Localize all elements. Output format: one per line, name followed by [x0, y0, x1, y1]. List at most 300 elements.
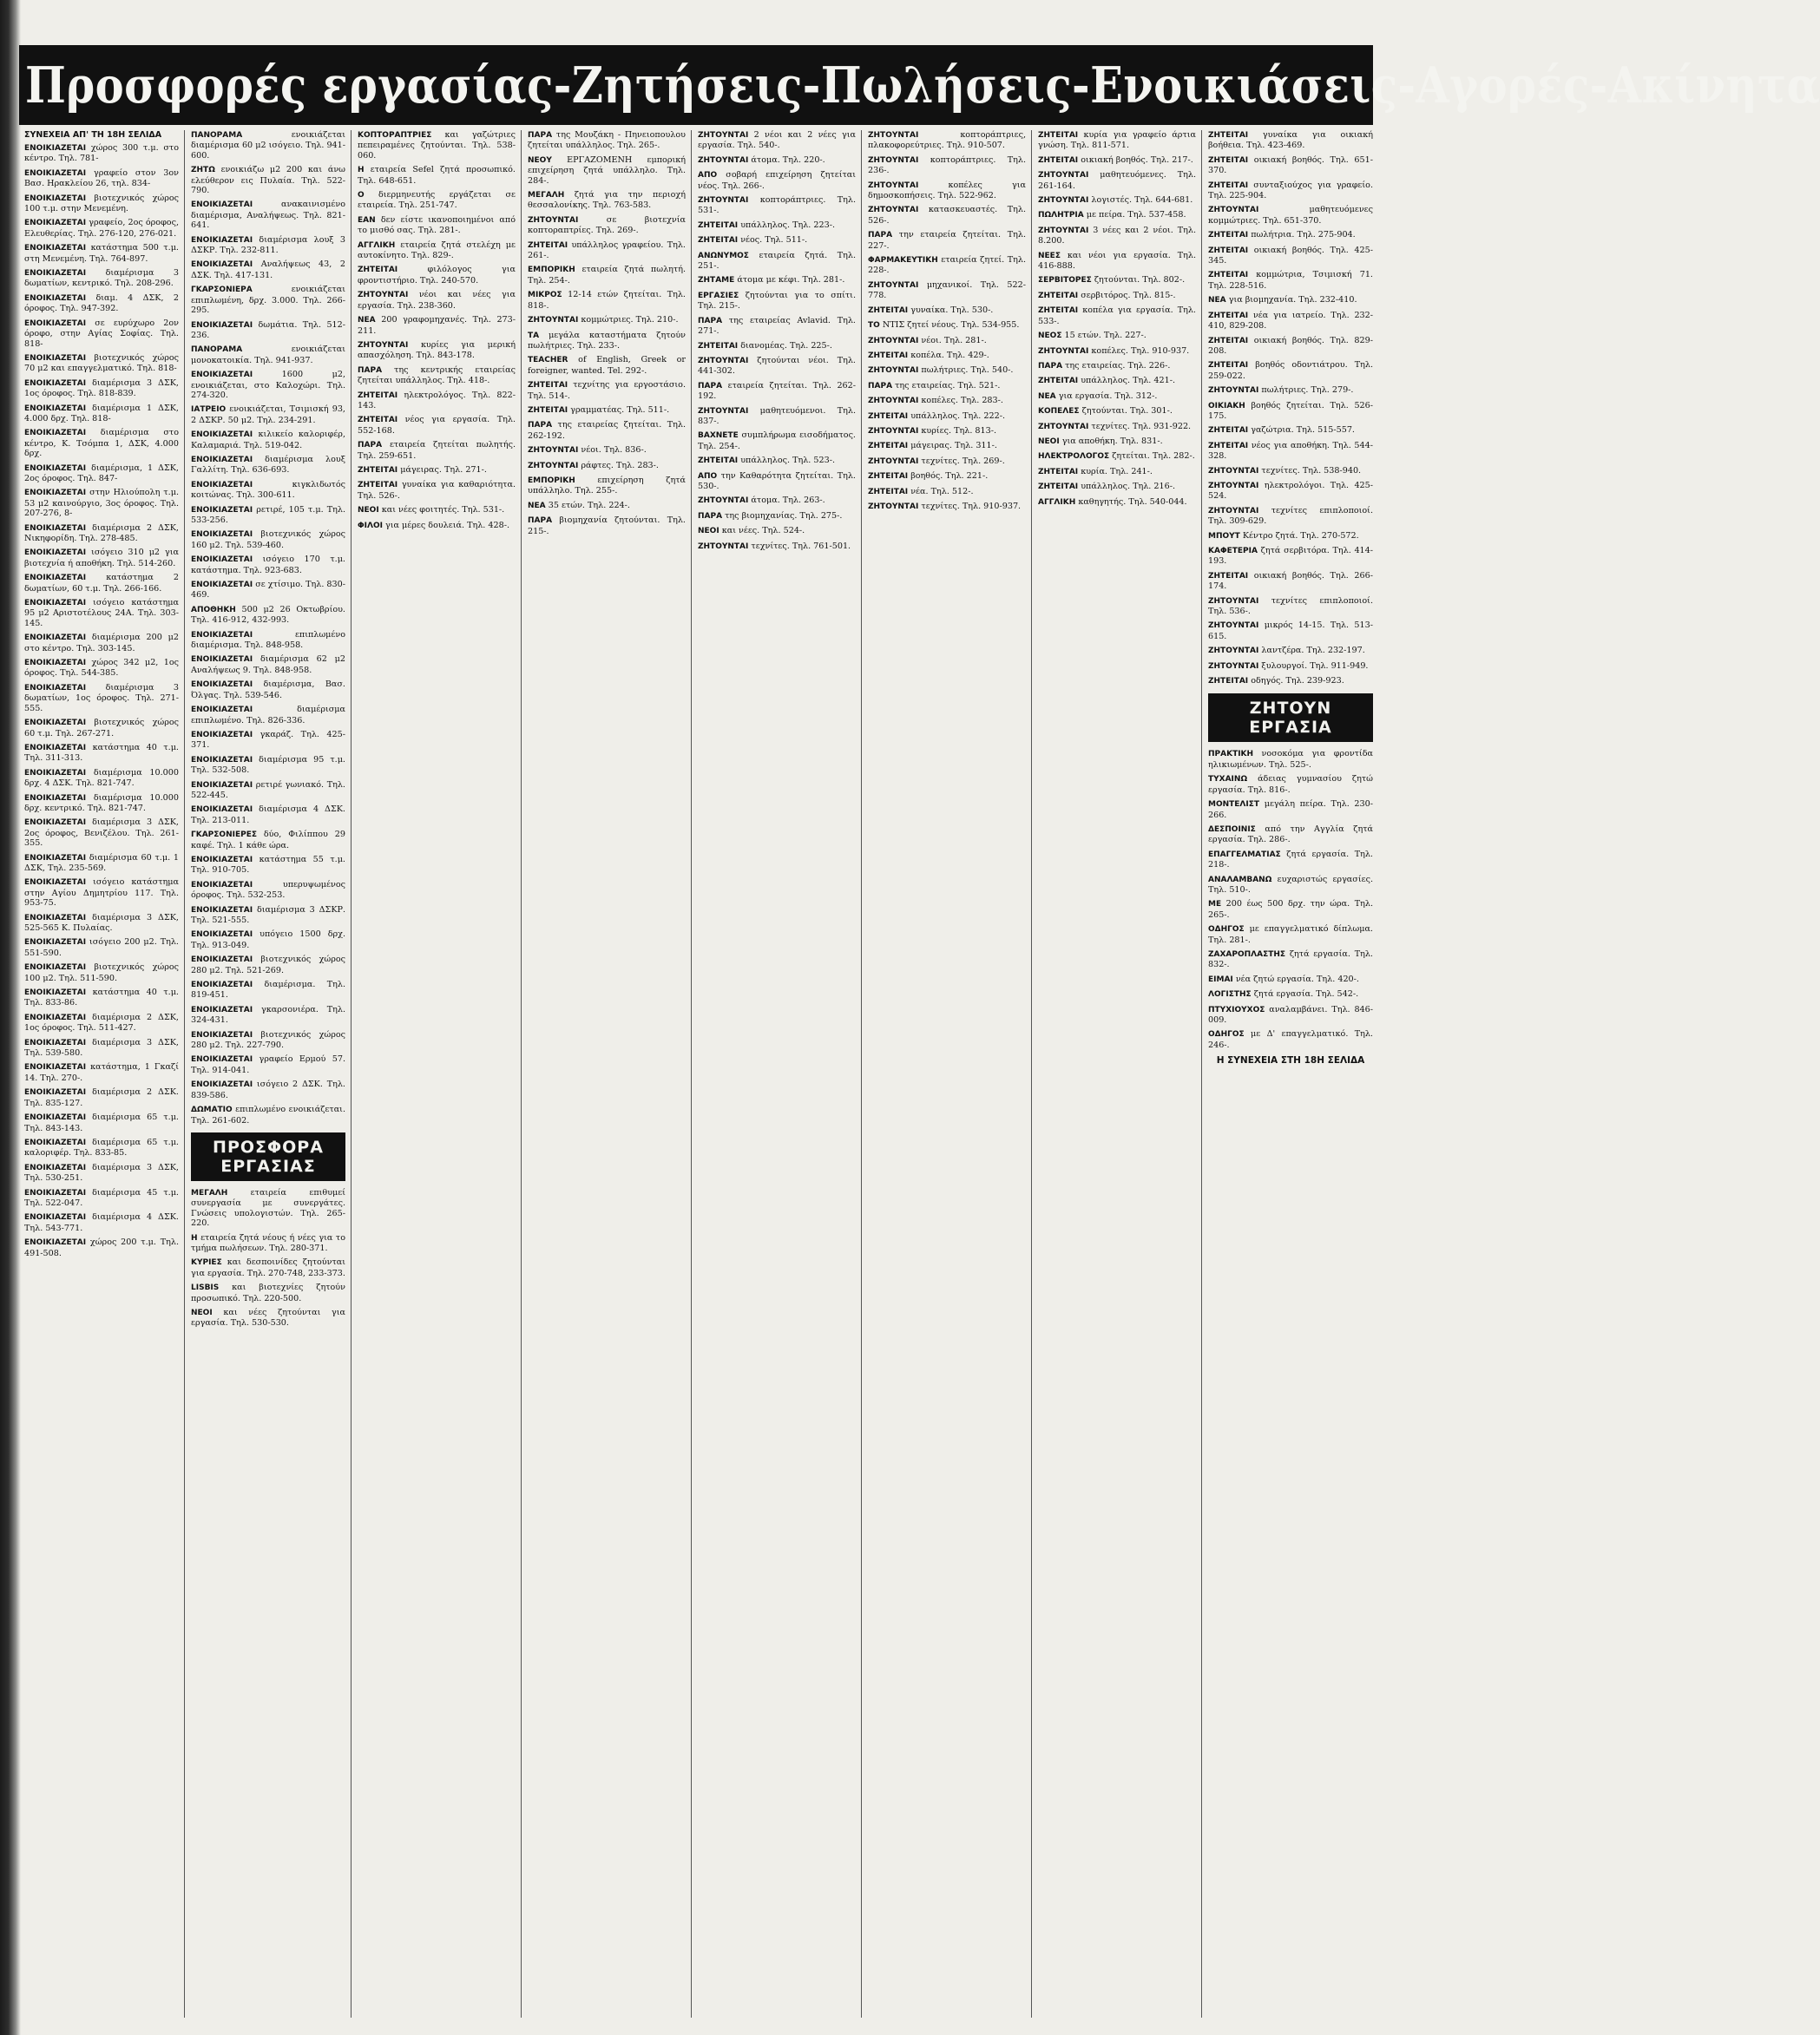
ad-text: μαθητευόμενες. Τηλ. 261-164. — [1038, 170, 1196, 191]
ad-text: διαμέρισμα 2 ΔΣΚ. Τηλ. 835-127. — [24, 1087, 179, 1108]
ad-text: διαμέρισμα, 1 ΔΣΚ, 2ος όροφος. Τηλ. 847- — [24, 463, 179, 483]
classified-ad — [24, 378, 179, 399]
ad-lead-word: ΑΓΓΛΙΚΗ — [1038, 497, 1076, 507]
ad-text: κοπέλες. Τηλ. 283-. — [921, 396, 1003, 406]
ad-lead-word: ΖΗΤΕΙΤΑΙ — [358, 416, 398, 425]
ad-lead-word: ΚΑΦΕΤΕΡΙΑ — [1208, 547, 1258, 555]
ad-lead-word: ΖΗΤΕΙΤΑΙ — [358, 266, 398, 275]
classified-ad — [1208, 1005, 1373, 1026]
ad-text: ισόγειο 2 ΔΣΚ. Τηλ. 839-586. — [191, 1080, 345, 1100]
ad-text: διαμέρισμα 3 ΔΣΚ, Τηλ. 530-251. — [24, 1162, 179, 1184]
section-title: ΠΡΟΣΦΟΡΑ ΕΡΓΑΣΙΑΣ — [213, 1137, 324, 1176]
classified-ad — [191, 1054, 345, 1075]
ad-lead-word: ΕΝΟΙΚΙΑΖΕΤΑΙ — [24, 1188, 87, 1198]
classified-ad — [528, 405, 686, 416]
ad-text: κυρίες. Τηλ. 813-. — [921, 425, 997, 436]
ad-lead-word: ΕΝΟΙΚΙΑΖΕΤΑΙ — [191, 981, 253, 990]
ad-lead-word: ΕΝΟΙΚΙΑΖΕΤΑΙ — [24, 853, 87, 863]
ad-text: διαμέρισμα 1 ΔΣΚ, 4.000 δρχ. Τηλ. 818- — [24, 403, 179, 423]
classified-ad — [1038, 195, 1196, 206]
ad-text: κυρία για γραφείο άρτια γνώση. Τηλ. 811-571. — [1038, 130, 1196, 151]
classified-ad — [698, 496, 856, 506]
ad-text: με επαγγελματικό δίπλωμα. Τηλ. 281-. — [1208, 924, 1373, 945]
classified-ad — [24, 1087, 179, 1108]
ad-text: με Δ' επαγγελματικό. Τηλ. 246-. — [1208, 1029, 1373, 1050]
classified-ad — [1208, 360, 1373, 381]
section-title: ΖΗΤΟΥΝ ΕΡΓΑΣΙΑ — [1249, 699, 1332, 738]
classified-ad — [24, 548, 179, 568]
ad-text: ενοικιάζεται διαμέρισμα 60 μ2 ισόγειο. Τηλ. 941-600. — [191, 130, 345, 161]
ad-text: βιοτεχνικός χώρος 280 μ2. Τηλ. 227-790. — [191, 1029, 345, 1051]
classified-ad — [1208, 875, 1373, 896]
classified-ad — [698, 251, 856, 272]
classified-ad — [191, 1283, 345, 1303]
ad-lead-word: ΕΝΟΙΚΙΑΖΕΤΑΙ — [24, 1063, 87, 1073]
ad-text: νέοι και νέες για εργασία. Τηλ. 238-360. — [358, 290, 516, 311]
column-divider — [1201, 130, 1202, 2018]
ad-text: διαμέρισμα 2 ΔΣΚ, 1ος όροφος. Τηλ. 511-427. — [24, 1012, 179, 1034]
ad-lead-word: ΕΝΟΙΚΙΑΖΕΤΑΙ — [24, 353, 87, 363]
classified-ad — [698, 220, 856, 231]
ad-lead-word: ΖΗΤΕΙΤΑΙ — [1038, 131, 1079, 140]
ad-text: μαθητευόμενοι. Τηλ. 837-. — [698, 405, 856, 426]
ad-lead-word: Η — [358, 166, 365, 175]
ad-lead-word: ΕΝΟΙΚΙΑΖΕΤΑΙ — [191, 780, 253, 790]
ad-text: 12-14 ετών ζητείται. Τηλ. 818-. — [528, 290, 686, 311]
classified-ad — [1208, 596, 1373, 617]
ad-text: δύο, Φιλίππου 29 καφέ. Τηλ. 1 κάθε ώρα. — [191, 830, 345, 850]
continued-from-label: ΣΥΝΕΧΕΙΑ ΑΠ' ΤΗ 18Η ΣΕΛΙΔΑ — [24, 130, 162, 140]
ad-text: υπερυψωμένος όροφος. Τηλ. 532-253. — [191, 879, 345, 901]
ad-lead-word: ΖΗΤΕΙΤΑΙ — [528, 240, 568, 250]
classified-ad — [1038, 361, 1196, 371]
ad-text: ζητά εργασία. Τηλ. 218-. — [1208, 849, 1373, 870]
ad-text: κατάστημα 40 τ.μ. Τηλ. 833-86. — [24, 988, 179, 1008]
ad-lead-word: ΖΗΤΟΥΝΤΑΙ — [528, 215, 579, 225]
ad-lead-word: ΖΗΤΕΙΤΑΙ — [868, 487, 909, 496]
ad-text: σοβαρή επιχείρηση ζητείται νέος. Τηλ. 266-. — [698, 170, 856, 191]
ad-text: ενοικιάζεται επιπλωμένη, δρχ. 3.000. Τηλ. 266-295. — [191, 285, 345, 316]
classified-ad — [24, 768, 179, 789]
classified-ad — [1038, 437, 1196, 447]
ad-text: τεχνίτες. Τηλ. 931-922. — [1091, 421, 1192, 431]
classified-ad — [698, 471, 856, 492]
classified-ad — [24, 293, 179, 314]
ad-lead-word: ΖΗΤΟΥΝΤΑΙ — [1038, 196, 1089, 206]
ad-lead-word: ΖΑΧΑΡΟΠΛΑΣΤΗΣ — [1208, 949, 1286, 959]
ad-lead-word: ΕΝΟΙΚΙΑΖΕΤΑΙ — [24, 659, 87, 668]
ad-lead-word: ΕΝΟΙΚΙΑΖΕΤΑΙ — [191, 805, 253, 815]
column-divider — [1031, 130, 1032, 2018]
ad-text: κοπέλες. Τηλ. 910-937. — [1091, 345, 1190, 356]
ad-text: διαμέρισμα 3 ΔΣΚ, 2ος όροφος, Βενιζέλου. Τηλ. 261-355. — [24, 817, 179, 849]
ad-lead-word: ΤΟ — [868, 321, 880, 331]
classified-ad — [1208, 661, 1373, 672]
column-divider — [184, 130, 185, 2018]
classified-ad — [358, 265, 516, 286]
ad-lead-word: ΚΟΠΕΛΕΣ — [1038, 407, 1080, 417]
ad-lead-word: ΕΝΟΙΚΙΑΖΕΤΑΙ — [24, 429, 87, 438]
ad-text: τεχνίτες. Τηλ. 269-. — [921, 456, 1005, 466]
ad-text: βοηθός. Τηλ. 221-. — [910, 471, 989, 482]
ad-lead-word: ΕΝΟΙΚΙΑΖΕΤΑΙ — [24, 378, 87, 388]
classified-ad — [698, 381, 856, 402]
ad-text: νέοι. Τηλ. 836-. — [581, 445, 647, 456]
classified-ad — [24, 793, 179, 814]
classified-ad — [1208, 385, 1373, 396]
classified-ad — [191, 370, 345, 400]
ad-text: υπάλληλος. Τηλ. 523-. — [740, 456, 836, 466]
ad-lead-word: ΖΗΤΕΙΤΑΙ — [1208, 361, 1249, 371]
ad-text: υπάλληλος. Τηλ. 421-. — [1081, 376, 1176, 386]
classified-ad — [24, 1212, 179, 1233]
classified-ad — [1208, 571, 1373, 592]
ad-text: διαμέρισμα 45 τ.μ. Τηλ. 522-047. — [24, 1187, 179, 1208]
classified-ad — [1038, 210, 1196, 220]
ad-lead-word: ΖΗΤΟΥΝΤΑΙ — [1208, 596, 1259, 606]
ad-text: διαμέρισμα 65 τ.μ. καλοριφέρ. Τηλ. 833-85. — [24, 1137, 179, 1159]
ad-lead-word: ΑΓΓΛΙΚΗ — [358, 240, 396, 250]
ad-text: εταιρεία ζητείται πωλητής. Τηλ. 259-651. — [358, 440, 516, 461]
ad-text: γυναίκα. Τηλ. 530-. — [910, 305, 994, 315]
classified-ad — [1208, 975, 1373, 985]
ad-lead-word: ΣΕΡΒΙΤΟΡΕΣ — [1038, 276, 1092, 286]
ad-text: ζητά για την περιοχή θεσσαλονίκης. Τηλ. 763-583. — [528, 190, 686, 211]
ad-text: διερμηνευτής εργάζεται σε εταιρεία. Τηλ. 251-747. — [358, 190, 516, 211]
ad-lead-word: ΖΗΤΟΥΝΤΑΙ — [1208, 386, 1259, 396]
classified-ad — [1038, 482, 1196, 492]
ad-text: 3 νέες και 2 νέοι. Τηλ. 8.200. — [1038, 225, 1196, 246]
ad-text: στην Ηλιούπολη τ.μ. 53 μ2 καινούργιο, 3ος όροφος. Τηλ. 207-276, 8- — [24, 488, 179, 519]
ad-lead-word: ΖΗΤΕΙΤΑΙ — [1038, 155, 1079, 165]
classified-ad — [1208, 899, 1373, 920]
classified-ad — [1208, 620, 1373, 641]
ad-text: καθηγητής. Τηλ. 540-044. — [1078, 496, 1187, 507]
ad-lead-word: ΕΝΟΙΚΙΑΖΕΤΑΙ — [24, 1088, 87, 1098]
ad-text: ράφτες. Τηλ. 283-. — [581, 460, 659, 470]
column-3 — [358, 130, 516, 2018]
classified-ad — [358, 290, 516, 311]
ad-text: νέα. Τηλ. 512-. — [910, 486, 974, 496]
classified-ad — [24, 1237, 179, 1258]
ad-lead-word: ΗΛΕΚΤΡΟΛΟΓΟΣ — [1038, 452, 1110, 462]
ad-lead-word: ΖΗΤΟΥΝΤΑΙ — [1208, 206, 1259, 215]
ad-text: ξυλουργοί. Τηλ. 911-949. — [1261, 660, 1369, 671]
ad-text: για βιομηχανία. Τηλ. 232-410. — [1228, 295, 1357, 305]
ad-text: υπάλληλος γραφείου. Τηλ. 261-. — [528, 240, 686, 261]
classified-ad — [1208, 130, 1373, 151]
ad-text: υπάλληλος. Τηλ. 216-. — [1081, 482, 1176, 492]
ad-text: και νέες. Τηλ. 524-. — [721, 526, 805, 536]
ad-text: ζητούνται. Τηλ. 301-. — [1081, 406, 1173, 417]
ad-text: βιοτεχνικός χώρος 100 τ.μ. στην Μενεμένη. — [24, 193, 179, 214]
column-divider — [351, 130, 352, 2018]
ad-lead-word: ΕΝΟΙΚΙΑΖΕΤΑΙ — [24, 144, 87, 153]
classified-ad — [1208, 466, 1373, 476]
ad-text: πωλήτρια. Τηλ. 275-904. — [1251, 230, 1356, 240]
ad-text: τεχνίτες. Τηλ. 761-501. — [751, 541, 851, 551]
ad-text: μάγειρας. Τηλ. 311-. — [910, 441, 997, 451]
ad-lead-word: ΖΗΤΟΥΝΤΑΙ — [1208, 506, 1259, 515]
classified-ad — [191, 1257, 345, 1278]
ad-lead-word: ΝΕΑ — [1038, 391, 1056, 401]
ad-lead-word: ΦΑΡΜΑΚΕΥΤΙΚΗ — [868, 256, 938, 266]
ad-lead-word: ΕΝΟΙΚΙΑΖΕΤΑΙ — [24, 523, 87, 533]
classified-ad — [24, 268, 179, 289]
classified-ad — [1208, 749, 1373, 770]
ad-list — [528, 130, 686, 536]
ad-text: γκαρσονιέρα. Τηλ. 324-431. — [191, 1004, 345, 1026]
ad-text: εταιρεία ζητά πωλητή. Τηλ. 254-. — [528, 265, 686, 286]
ad-lead-word: ΕΝΟΙΚΙΑΖΕΤΑΙ — [24, 743, 87, 752]
classified-ad — [1208, 441, 1373, 462]
ad-text: ηλεκτρολόγοι. Τηλ. 425-524. — [1208, 480, 1373, 502]
ad-lead-word: ΕΠΑΓΓΕΛΜΑΤΙΑΣ — [1208, 850, 1281, 859]
ad-lead-word: ΕΝΟΙΚΙΑΖΕΤΑΙ — [24, 768, 87, 778]
ad-lead-word: ΠΑΡΑ — [698, 381, 723, 391]
ad-text: της εταιρείας. Τηλ. 226-. — [1065, 360, 1171, 371]
ad-text: της εταιρείας Avlavid. Τηλ. 271-. — [698, 315, 856, 337]
column-4 — [528, 130, 686, 2018]
classified-ad — [1038, 406, 1196, 417]
ad-text: υπάλληλος. Τηλ. 222-. — [910, 410, 1006, 421]
ad-lead-word: ΠΑΡΑ — [528, 131, 553, 140]
classified-ad — [528, 265, 686, 286]
classified-ad — [698, 406, 856, 427]
classified-ad — [868, 365, 1026, 376]
ad-lead-word: ΖΗΤΩ — [191, 166, 215, 175]
ad-text: ισόγειο κατάστημα στην Αγίου Δημητρίου 117. Τηλ. 953-75. — [24, 877, 179, 909]
ad-lead-word: ΖΗΤΕΙΤΑΙ — [358, 465, 398, 475]
classified-ad — [358, 415, 516, 436]
ad-lead-word: ΖΗΤΕΙΤΑΙ — [1038, 377, 1079, 386]
ad-lead-word: ΖΗΤΟΥΝΤΑΙ — [868, 155, 919, 165]
ad-lead-word: ΖΗΤΟΥΝΤΑΙ — [868, 426, 919, 436]
ad-list — [191, 130, 345, 1126]
classified-ad — [1208, 336, 1373, 357]
classified-ad — [191, 505, 345, 526]
ad-text: κατάστημα 40 τ.μ. Τηλ. 311-313. — [24, 742, 179, 764]
classified-ad — [358, 315, 516, 336]
ad-text: κοπτοράπτριες. Τηλ. 531-. — [698, 195, 856, 216]
ad-lead-word: ΕΝΟΙΚΙΑΖΕΤΑΙ — [191, 371, 253, 380]
ad-text: βιομηχανία ζητούνται. Τηλ. 215-. — [528, 515, 686, 536]
ad-lead-word: ΖΗΤΕΙΤΑΙ — [1208, 336, 1249, 345]
ad-text: μικρός 14-15. Τηλ. 513-615. — [1208, 620, 1373, 641]
classified-ad — [358, 190, 516, 211]
ad-text: χώρος 342 μ2, 1ος όροφος. Τηλ. 544-385. — [24, 658, 179, 679]
ad-text: επιπλωμένο διαμέρισμα. Τηλ. 848-958. — [191, 629, 345, 651]
ad-lead-word: ΕΝΟΙΚΙΑΖΕΤΑΙ — [24, 1038, 87, 1047]
ad-text: διαμέρισμα 3 δωματίων, κεντρικό. Τηλ. 208-296. — [24, 268, 179, 289]
ad-text: κιγκλιδωτός κοιτώνας. Τηλ. 300-611. — [191, 479, 345, 501]
ad-text: μεγάλα καταστήματα ζητούν πωλήτριες. Τηλ. 233-. — [528, 330, 686, 351]
ad-lead-word: ΤΥΧΑΙΝΩ — [1208, 775, 1248, 784]
ad-lead-word: ΕΝΟΙΚΙΑΖΕΤΑΙ — [24, 683, 87, 693]
ad-lead-word: ΜΕ — [1208, 900, 1222, 909]
ad-text: ισόγειο 200 μ2. Τηλ. 551-590. — [24, 937, 179, 958]
ad-text: και νέες φοιτητές. Τηλ. 531-. — [381, 505, 505, 515]
ad-lead-word: ΕΝΟΙΚΙΑΖΕΤΑΙ — [191, 630, 253, 640]
ad-lead-word: ΖΗΤΕΙΤΑΙ — [1208, 181, 1249, 190]
classified-ad — [1208, 181, 1373, 201]
classified-ad — [868, 487, 1026, 497]
ad-text: ζητούνται νέοι. Τηλ. 441-302. — [698, 355, 856, 377]
classified-ad — [24, 988, 179, 1008]
ad-text: γυναίκα για καθαριότητα. Τηλ. 526-. — [358, 480, 516, 501]
ad-lead-word: ΖΗΤΑΜΕ — [698, 276, 735, 286]
ad-lead-word: ΖΗΤΟΥΝΤΑΙ — [528, 316, 579, 325]
classified-ad — [191, 430, 345, 450]
classified-ad — [24, 853, 179, 874]
classified-ad — [868, 320, 1026, 331]
ad-lead-word: ΠΡΑΚΤΙΚΗ — [1208, 750, 1254, 759]
ad-lead-word: ΖΗΤΟΥΝΤΑΙ — [698, 356, 749, 365]
ad-text: ηλεκτρολόγος. Τηλ. 822-143. — [358, 390, 516, 410]
ad-list — [1038, 130, 1196, 508]
classified-ad — [191, 455, 345, 476]
ad-text: κατάστημα 2 δωματίων, 60 τ.μ. Τηλ. 266-166. — [24, 573, 179, 594]
classified-ad — [698, 341, 856, 351]
ad-text: κυρία. Τηλ. 241-. — [1081, 466, 1153, 476]
ad-text: διαμέρισμα λουξ 3 ΔΣΚΡ. Τηλ. 232-811. — [191, 234, 345, 256]
ad-text: μάγειρας. Τηλ. 271-. — [400, 464, 487, 475]
ad-text: βοηθός ζητείται. Τηλ. 526-175. — [1208, 400, 1373, 421]
ad-lead-word: ΖΗΤΕΙΤΑΙ — [868, 442, 909, 451]
ad-lead-word: ΕΝΟΙΚΙΑΖΕΤΑΙ — [191, 320, 253, 330]
ad-text: κοπέλα. Τηλ. 429-. — [910, 350, 989, 360]
classified-ad — [1038, 170, 1196, 191]
ad-text: συμπλήρωμα εισοδήματος. Τηλ. 254-. — [698, 430, 856, 451]
classified-ad — [24, 318, 179, 349]
ad-text: πωλήτριες. Τηλ. 540-. — [921, 365, 1014, 376]
ad-lead-word: ΕΝΟΙΚΙΑΖΕΤΑΙ — [191, 905, 253, 915]
ad-text: εταιρεία ζητά. Τηλ. 251-. — [698, 250, 856, 272]
ad-text: σερβιτόρος. Τηλ. 815-. — [1081, 290, 1176, 300]
ad-lead-word: ΖΗΤΕΙΤΑΙ — [1038, 482, 1079, 492]
ad-text: για μέρες δουλειά. Τηλ. 428-. — [385, 520, 509, 530]
classified-ad — [1038, 226, 1196, 246]
ad-lead-word: ΕΝΟΙΚΙΑΖΕΤΑΙ — [24, 574, 87, 583]
classified-ad — [528, 331, 686, 351]
ad-lead-word: ΖΗΤΕΙΤΑΙ — [1208, 271, 1249, 280]
ad-text: κοπέλες για δημοσκοπήσεις. Τηλ. 522-962. — [868, 180, 1026, 201]
ad-text: βιοτεχνικός χώρος 60 τ.μ. Τηλ. 267-271. — [24, 718, 179, 739]
ad-text: πωλήτριες. Τηλ. 279-. — [1261, 385, 1354, 396]
classified-ad — [24, 1013, 179, 1034]
ad-text: ζητά εργασία. Τηλ. 542-. — [1253, 989, 1359, 1000]
ad-lead-word: ΖΗΤΕΙΤΑΙ — [1208, 677, 1249, 686]
ad-text: διαμέρισμα 95 τ.μ. Τηλ. 532-508. — [191, 754, 345, 776]
ad-lead-word: ΕΝΟΙΚΙΑΖΕΤΑΙ — [191, 1030, 253, 1040]
ad-text: διαμέρισμα 3 δωματίων, 1ος όροφος. Τηλ. 271-555. — [24, 682, 179, 713]
ad-lead-word: ΖΗΤΟΥΝΤΑΙ — [1038, 346, 1089, 356]
ad-text: διαμέρισμα στο κέντρο, Κ. Τσόμπα 1, ΔΣΚ, 4.000 δρχ. — [24, 428, 179, 459]
ad-lead-word: ΕΝΟΙΚΙΑΖΕΤΑΙ — [191, 755, 253, 765]
ad-text: διαμέρισμα 4 ΔΣΚ. Τηλ. 213-011. — [191, 804, 345, 825]
classified-ad — [868, 181, 1026, 201]
ad-lead-word: ΙΑΤΡΕΙΟ — [191, 405, 227, 415]
column-5 — [698, 130, 856, 2018]
ad-text: διαμέρισμα επιπλωμένο. Τηλ. 826-336. — [191, 705, 345, 725]
ad-text: ισόγειο κατάστημα 95 μ2 Αριστοτέλους 24Α. Τηλ. 303-145. — [24, 598, 179, 628]
ad-lead-word: ΠΑΡΑ — [868, 381, 893, 391]
ad-text: άτομα. Τηλ. 220-. — [751, 154, 825, 165]
classified-ad — [1208, 924, 1373, 945]
ad-lead-word: Ο — [358, 191, 365, 200]
ad-text: ζητείται. Τηλ. 282-. — [1112, 451, 1195, 462]
ad-text: διαμέρισμα 62 μ2 Αναλήψεως 9. Τηλ. 848-958. — [191, 654, 345, 675]
ad-lead-word: ΟΔΗΓΟΣ — [1208, 1030, 1245, 1040]
classified-ad — [698, 130, 856, 151]
classified-ad — [24, 523, 179, 544]
ad-text: ενοικιάζεται μονοκατοικία. Τηλ. 941-937. — [191, 345, 345, 365]
ad-lead-word: ΔΕΣΠΟΙΝΙΣ — [1208, 824, 1256, 834]
ad-lead-word: ΖΗΤΕΙΤΑΙ — [1208, 311, 1249, 320]
ad-text: βιοτεχνικός χώρος 160 μ2. Τηλ. 539-460. — [191, 529, 345, 550]
ad-text: και νέες ζητούνται για εργασία. Τηλ. 530-530. — [191, 1307, 345, 1329]
ad-text: τεχνίτες επιπλοποιοί. Τηλ. 536-. — [1208, 595, 1373, 617]
ad-lead-word: ΖΗΤΟΥΝΤΑΙ — [868, 131, 919, 140]
ad-list-secondary — [1208, 749, 1373, 1050]
classified-ad — [528, 215, 686, 236]
classified-ad — [1208, 850, 1373, 870]
ad-lead-word: ΕΝΟΙΚΙΑΖΕΤΑΙ — [24, 318, 87, 328]
ad-text: την εταιρεία ζητείται. Τηλ. 227-. — [868, 230, 1026, 251]
ad-text: κυρίες για μερική απασχόληση. Τηλ. 843-178. — [358, 339, 516, 361]
ad-lead-word: ΖΗΤΕΙΤΑΙ — [1208, 231, 1249, 240]
classified-ad — [358, 391, 516, 411]
ad-lead-word: ΕΝΟΙΚΙΑΖΕΤΑΙ — [24, 599, 87, 608]
classified-ad — [868, 441, 1026, 451]
classified-ad — [358, 365, 516, 386]
ad-text: εταιρεία επιθυμεί συνεργασία με συνεργάτες. Γνώσεις υπολογιστών. Τηλ. 265-220. — [191, 1187, 345, 1229]
classified-ad — [1038, 291, 1196, 301]
ad-lead-word: ΖΗΤΕΙΤΑΙ — [868, 411, 909, 421]
ad-lead-word: ΠΑΡΑ — [528, 421, 553, 430]
classified-ad — [1208, 531, 1373, 542]
classified-ad — [1038, 331, 1196, 341]
classified-ad — [191, 730, 345, 751]
classified-ad — [24, 598, 179, 628]
ad-text: μηχανικοί. Τηλ. 522-778. — [868, 279, 1026, 301]
classified-ad — [24, 194, 179, 214]
ad-text: εταιρεία ζητείται. Τηλ. 262-192. — [698, 380, 856, 402]
ad-lead-word: ΖΗΤΕΙΤΑΙ — [1038, 467, 1079, 476]
classified-ad — [24, 658, 179, 679]
ad-lead-word: ΖΗΤΕΙΤΑΙ — [1208, 571, 1249, 581]
classified-ad — [24, 718, 179, 739]
ad-lead-word: ΤΑ — [528, 331, 540, 340]
classified-ad — [191, 320, 345, 341]
ad-lead-word: ΖΗΤΕΙΤΑΙ — [1208, 131, 1249, 140]
classified-ad — [868, 502, 1026, 512]
ad-text: δωμάτια. Τηλ. 512-236. — [191, 319, 345, 340]
classified-ad — [358, 440, 516, 461]
ad-text: κοπέλα για εργασία. Τηλ. 533-. — [1038, 305, 1196, 326]
ad-text: διαμέρισμα 60 τ.μ. 1 ΔΣΚ, Τηλ. 235-569. — [24, 852, 179, 873]
ad-lead-word: ΖΗΤΕΙΤΑΙ — [868, 305, 909, 315]
ad-lead-word: ΜΕΓΑΛΗ — [528, 191, 565, 200]
ad-lead-word: ΠΩΛΗΤΡΙΑ — [1038, 211, 1084, 220]
classified-ad — [358, 505, 516, 515]
ad-lead-word: ΖΗΤΕΙΤΑΙ — [698, 220, 739, 230]
classified-ad — [698, 526, 856, 536]
ad-lead-word: ΕΝΟΙΚΙΑΖΕΤΑΙ — [191, 655, 253, 665]
ad-text: 2 νέοι και 2 νέες για εργασία. Τηλ. 540-. — [698, 130, 856, 151]
ad-lead-word: ΕΝΟΙΚΙΑΖΕΤΑΙ — [191, 235, 253, 245]
ad-lead-word: ΠΑΡΑ — [868, 231, 893, 240]
